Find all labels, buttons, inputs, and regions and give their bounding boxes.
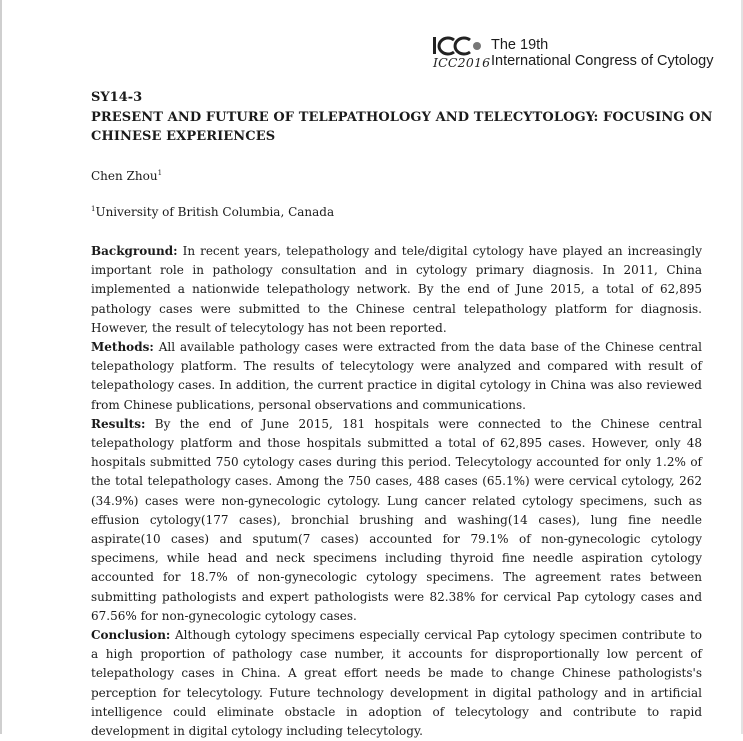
affiliation-superscript: 1 [91, 205, 96, 213]
page-border-left [0, 0, 2, 734]
author-name: Chen Zhou [91, 169, 158, 183]
results-paragraph [91, 415, 702, 626]
conclusion-heading: Conclusion: [91, 628, 171, 643]
abstract-title: PRESENT AND FUTURE OF TELEPATHOLOGY AND TELECYTOLOGY: FOCUSING ON CHINESE EXPERIENCES [91, 110, 713, 144]
methods-heading: Methods: [91, 340, 154, 355]
background-paragraph [91, 242, 702, 338]
conclusion-text: Although cytology specimens especially cervical Pap cytology specimen contribute to a high proportion of pathology case number, it accounts for disproportionally low percent of telepathology cases in China. A great effort needs be made to change Chinese pathologists's perception for telecytology. Future technology development in digital pathology and in artificial intelligence could eliminate obstacle in adoption of telecytology and contribute to rapid development in digital cytology including telecytology. [91, 628, 702, 739]
background-heading: Background: [91, 244, 178, 258]
abstract-body [91, 242, 702, 741]
background-text: In recent years, telepathology and tele/digital cytology have played an increasingly important role in pathology consultation and in cytology primary diagnosis. In 2011, China implemented a nationwide telepathology network. By the end of June 2015, a total of 62,895 pathology cases were submitted to the Chinese central telepathology platform for diagnosis. However, the result of telecytology has not been reported. [91, 244, 702, 335]
methods-text: All available pathology cases were extracted from the data base of the Chinese central telepathology platform. The results of telecytology were analyzed and compared with result of telepathology cases. In addition, the current practice in digital cytology in China was also reviewed from Chinese publications, personal observations and communications. [91, 340, 702, 412]
author-superscript: 1 [157, 169, 163, 177]
abstract-code: SY14-3 [91, 90, 143, 105]
congress-title-line2: International Congress of Cytology [491, 53, 714, 69]
affiliation-line [91, 205, 334, 219]
author-line [91, 169, 162, 183]
congress-logo [430, 35, 720, 75]
congress-title-line1: The 19th [491, 37, 549, 53]
conclusion-paragraph [91, 626, 702, 741]
logo-year: ICC2016 [433, 55, 491, 70]
results-text: By the end of June 2015, 181 hospitals were connected to the Chinese central telepathology platform and those hospitals submitted a total of 62,895 cases. However, only 48 hospitals submitted 750 cytology cases during this period. Telecytology accounted for only 1.2% of the total telepathology cases. Among the 750 cases, 488 cases (65.1%) were cervical cytology, 262 (34.9%) cases were non-gynecologic cytology. Lung cancer related cytology specimens, such as effusion cytology(177 cases), bronchial brushing and washing(14 cases), lung fine needle aspirate(10 cases) and sputum(7 cases) accounted for 79.1% of non-gynecologic cytology specimens, while head and neck specimens including thyroid fine needle aspiration cytology accounted for 18.7% of non-gynecologic cytology specimens. The agreement rates between submitting pathologists and expert pathologists were 82.38% for cervical Pap cytology cases and 67.56% for non-gynecologic cytology cases. [91, 416, 702, 623]
icc-logo-mark [430, 35, 491, 75]
methods-paragraph [91, 338, 702, 415]
affiliation-text: University of British Columbia, Canada [95, 205, 335, 219]
icc-emblem-icon [430, 35, 486, 57]
results-heading: Results: [91, 416, 146, 431]
congress-title [491, 37, 721, 69]
